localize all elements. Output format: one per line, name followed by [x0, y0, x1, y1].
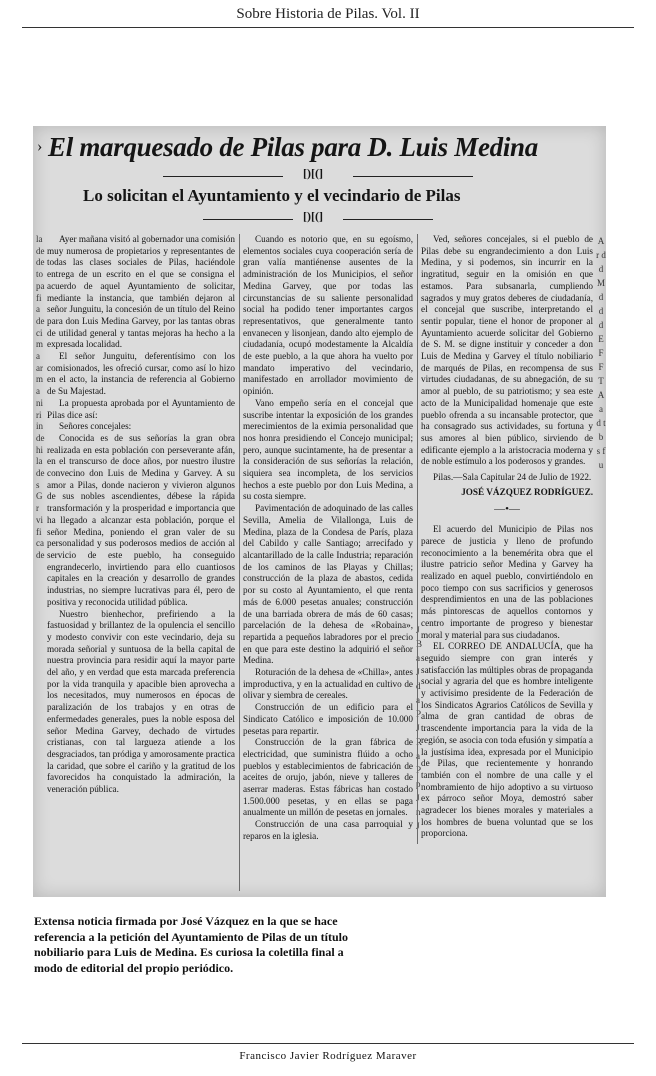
paragraph: Pavimentación de adoquinado de las calles Sevilla, Amelia de Vilallonga, Luis de Medina, plaza de la Condesa de París, plaza del Cabildo y calle Santiago; arrecifado y alcantarillado de la calle Industria; reparación de los caminos de las Playas y Chillas; construcción de la plaza de abastos, cedida por su costo al Ayuntamiento, el que renta más de 6.000 pesetas anuales; construcción de una barriada obrera de más de 60 casas; parcelación de la dehesa de «Robaina», repartida a pequeños labradores por el precio en que para este destino la adquirió el señor Medina. [243, 503, 413, 666]
divider-mark-2: [)[(] [303, 209, 323, 223]
subheadline: Lo solicitan el Ayuntamiento y el vecindario de Pilas [83, 186, 461, 205]
top-rule [22, 27, 634, 28]
right-margin-fragments: A r d d M d d d E F F T A a d t b s f u [596, 236, 606, 470]
left-margin-fragments: la de de to pa fia de ci ma ar ma ni ri in de hi la de s Gr vi fi ca de [36, 234, 45, 560]
headline-divider [163, 166, 473, 182]
headline: El marquesado de Pilas para D. Luis Medina [48, 132, 538, 162]
column-separator [239, 234, 240, 891]
paragraph: El señor Junguitu, deferentísimo con los comisionados, les ofreció cursar, como así lo hizo en el acto, la instancia de referencia al Gobierno de Su Majestad. [47, 351, 235, 397]
article-column-2 [243, 234, 413, 844]
newspaper-clipping [33, 126, 606, 897]
paragraph: Vano empeño sería en el concejal que suscribe intentar la exposición de los grandes merecimientos de la eximia personalidad que nos honra presidiendo el Concejo municipal; pero, aunque sucintamente, ha de presentar a la consideración de sus señorías la relación, siquiera sea incompleta, de los servicios hechos a este pueblo por don Luis Medina, a su costa siempre. [243, 397, 413, 502]
section-ornament: —•— [494, 503, 520, 516]
divider-mark: [)[(] [303, 166, 323, 180]
paragraph: Ayer mañana visitó al gobernador una comisión muy numerosa de propietarios y representantes de todas las clases sociales de Pilas, haciéndole entrega de un escrito en el que se consigna el acuerdo de aquel Ayuntamiento de solicitar, mediante la instancia, que también dejaron al señor Junguitu, la concesión de un título del Reino para don Luis Medina Garvey, por las tantas obras de utilidad general y tantas mejoras ha hecho a la expresada localidad. [47, 234, 235, 350]
paragraph: El acuerdo del Municipio de Pilas nos parece de justicia y lleno de profundo reconocimiento a la benemérita obra que el ilustre patricio señor Medina y Garvey ha realizado en aquel pueblo, convirtiéndolo en poco tiempo con sus sacrificios y generosos desprendimientos en una de las poblaciones más pintorescas de aquellos contornos y centro importante de progreso y bienestar moral y material para sus ciudadanos. [421, 524, 593, 640]
paragraph: La propuesta aprobada por el Ayuntamiento de Pilas dice así: [47, 397, 235, 420]
paragraph: Cuando es notorio que, en su egoísmo, elementos sociales cuya cooperación sería de gran valía mantiénense ausentes de la administración de los Municipios, el señor Medina Garvey, que por todas las circunstancias de su saliente personalidad social ha podido tener importantes cargos representativos, que generalmente tanto envanecen y lisonjean, dando alto ejemplo de ciudadanía, ocupó modestamente la Alcaldía de este pueblo, a la que ahora ha vuelto por mandato imperativo del vecindario, manifestado en arrollador movimiento de opinión. [243, 234, 413, 397]
paragraph: Construcción de un edificio para el Sindicato Católico e imposición de 10.000 pesetas para repartir. [243, 702, 413, 736]
signature: JOSÉ VÁZQUEZ RODRÍGUEZ. [461, 486, 593, 497]
paragraph: Conocida es de sus señorías la gran obra realizada en esta población con perseverante afán, en el transcurso de doce años, por nuestro ilustre convecino don Luis de Medina y Garvey. A su amor a Pilas, donde nacieron y vivieron algunos de sus nobles ascendientes, débese la rápida transformación y la prosperidad e importancia que ha llegado a alcanzar esta población, porque el señor Medina, poniendo el gran valer de su personalidad y sus poderosos medios de acción al servicio de este pueblo, ha conseguido engrandecerlo, invirtiendo para ello cuantiosos capitales en la creación y desarrollo de grandes industrias, no siempre lucrativas para él, pero de positiva y reconocida utilidad pública. [47, 432, 235, 607]
article-column-3 [421, 234, 593, 894]
bottom-rule [22, 1043, 634, 1044]
column-separator [417, 234, 418, 844]
headline-mark: › [37, 138, 43, 155]
paragraph: Construcción de una casa parroquial y reparos en la iglesia. [243, 819, 413, 841]
paragraph: EL CORREO DE ANDALUCÍA, que ha seguido siempre con gran interés y satisfacción las múltiples obras de propaganda social y agraria del que es hombre inteligente y activísimo presidente de la Federación de los Sindicatos Agrarios Católicos de Sevilla y alma de gran cantidad de obras de trascendente importancia para la vida de la región, se asocia con toda efusión y simpatía a la justísima idea, expresada por el Municipio de Pilas, que recientemente y honrando también con el nombre de una calle y el nombramiento de hijo adoptivo a su virtuoso ex párroco señor Moya, demostró saber agradecer los bienes morales y materiales a los hombres de buena voluntad que se los proporciona. [421, 641, 593, 839]
figure-caption: Extensa noticia firmada por José Vázquez en la que se hace referencia a la petición del Ayuntamiento de Pilas de un título nobiliario para Luis de Medina. Es curiosa la coletilla final a modo de editorial del propio periódico. [34, 914, 348, 975]
inset-fragments: J B a J d a P J R a P p J n J [416, 625, 423, 831]
paragraph: Construcción de la gran fábrica de electricidad, que suministra flúido a ocho pueblos y establecimientos de fabricación de aceites de orujo, jabón, nieve y talleres de aserrar maderas. Estas fábricas han costado 1.500.000 pesetas, y en ellas se paga anualmente un millón de pesetas en jornales. [243, 737, 413, 818]
article-column-1 [47, 234, 235, 891]
paragraph: Ved, señores concejales, si el pueblo de Pilas debe su engrandecimiento a don Luis Medina, y si podemos, sin incurrir en la ingratitud, seguir en la omisión en que estamos. Para subsanarla, cumpliendo sagrados y muy gratos deberes de ciudadanía, el concejal que suscribe, interpretando el sentir popular, tiene el honor de proponer al Ayuntamiento acuerde solicitar del Gobierno de S. M. se digne instituir y conceder a don Luis de Medina y Garvey el título nobiliario de marqués de Pilas, en recompensa de sus virtudes ciudadanas, de su abnegación, de su amor al pueblo, de su patriotismo; y sea este acto de la Municipalidad homenaje que este pueblo ofrenda a su incansable protector, que ha consagrado sus actividades, su fortuna y sus amores al bien público, sirviendo de edificante ejemplo a la aristocracia moderna y de noble estímulo a los poderosos y grandes. [421, 234, 593, 467]
footer-author: Francisco Javier Rodríguez Maraver [239, 1050, 417, 1062]
signoff-line: Pilas.—Sala Capitular 24 de Julio de 1922. [433, 472, 592, 483]
paragraph: Señores concejales: [59, 421, 132, 432]
paragraph: Nuestro bienhechor, prefiriendo a la fastuosidad y brillantez de la opulencia el sencillo y modesto convivir con este vecindario, deja su morada señorial y suntuosa de la bella capital de nuestra provincia para residir aquí la mayor parte del año, y en verdad que esta marcada preferencia por la vida tranquila y apacible bien aprovecha a los necesitados, muy numerosos en épocas de paralización de los trabajos y en otras de enfermedades generales, pues la noble esposa del señor Medina Garvey, dechado de virtudes cristianas, con tal largueza atiende a los desgraciados, tan pródiga y amorosamente practica la caridad, que sobre el cariño y la gratitud de los favorecidos ha conquistado la admiración, la veneración pública. [47, 608, 235, 795]
subhead-divider [203, 209, 433, 225]
paragraph: Roturación de la dehesa de «Chilla», antes improductiva, y en la actualidad en cultivo de olivar y siembra de cereales. [243, 667, 413, 701]
running-head: Sobre Historia de Pilas. Vol. II [236, 6, 420, 22]
